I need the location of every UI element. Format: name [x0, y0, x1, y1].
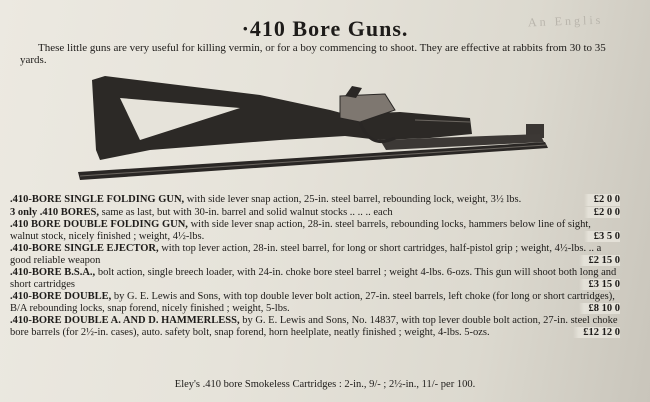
item-name: .410-BORE DOUBLE A. AND D. HAMMERLESS,: [10, 315, 240, 326]
item-price: £8 10 0: [579, 303, 621, 315]
item-price: £3 5 0: [584, 231, 620, 243]
list-item: [10, 207, 620, 219]
gun-illustration: [0, 0, 650, 190]
item-name: .410-BORE SINGLE FOLDING GUN,: [10, 194, 185, 205]
item-price: £12 12 0: [573, 327, 620, 339]
item-name: .410 BORE DOUBLE FOLDING GUN,: [10, 219, 188, 230]
item-name: .410-BORE SINGLE EJECTOR,: [10, 243, 159, 254]
item-name: .410-BORE DOUBLE,: [10, 291, 112, 302]
list-item: [10, 315, 620, 338]
bleed-through-text: An Englis: [527, 12, 604, 30]
item-description: by G. E. Lewis and Sons, No. 14837, with top lever double bolt action, 27-in. steel choke bore barrels (for 2½-in. cases), auto. safety bolt, snap forend, horn heelplate, neatly finished ; weight, 4-lbs. 5-ozs.: [10, 315, 618, 338]
cartridge-note: Eley's .410 bore Smokeless Cartridges : 2-in., 9/- ; 2½-in., 11/- per 100.: [174, 379, 476, 390]
list-item: [10, 243, 620, 266]
item-description: with side lever snap action, 25-in. steel barrel, rebounding lock, weight, 3½ lbs.: [186, 194, 522, 205]
item-price: £2 0 0: [584, 194, 620, 206]
item-list: [10, 194, 620, 339]
item-description: with side lever snap action, 28-in. steel barrels, rebounding locks, hammers below line of sight, walnut stock, nicely finished ; weight, 4½-lbs.: [10, 219, 591, 242]
item-price: £2 15 0: [579, 255, 621, 267]
list-item: [10, 194, 620, 206]
item-description: same as last, but with 30-in. barrel and solid walnut stocks .. .. .. each: [101, 206, 393, 218]
item-description: by G. E. Lewis and Sons, with top double lever bolt action, 27-in. steel barrels, left choke (for long or short cartridges), B/A rebounding locks, snap forend, nicely finished ; weight, 5-lbs.: [10, 291, 615, 314]
list-item: [10, 291, 620, 314]
list-item: [10, 219, 620, 242]
item-name: .410-BORE B.S.A.,: [10, 267, 96, 278]
item-name: 3 only .410 BORES,: [10, 206, 99, 218]
item-price: £2 0 0: [584, 207, 620, 219]
item-description: with top lever action, 28-in. steel barrel, for long or short cartridges, half-pistol grip ; weight, 4½-lbs. .. a good reliable weapon: [10, 243, 602, 266]
page-title: ·410 Bore Guns.: [241, 16, 409, 41]
intro-paragraph: These little guns are very useful for killing vermin, or for a boy commencing to shoot. They are effective at rabbits from 30 to 35 yards.: [20, 42, 606, 66]
item-price: £3 15 0: [579, 279, 621, 291]
list-item: [10, 267, 620, 290]
item-description: bolt action, single breech loader, with 24-in. choke bore steel barrel ; weight 4-lbs. 6-ozs. This gun will shoot both long and short cartridges: [10, 267, 617, 290]
